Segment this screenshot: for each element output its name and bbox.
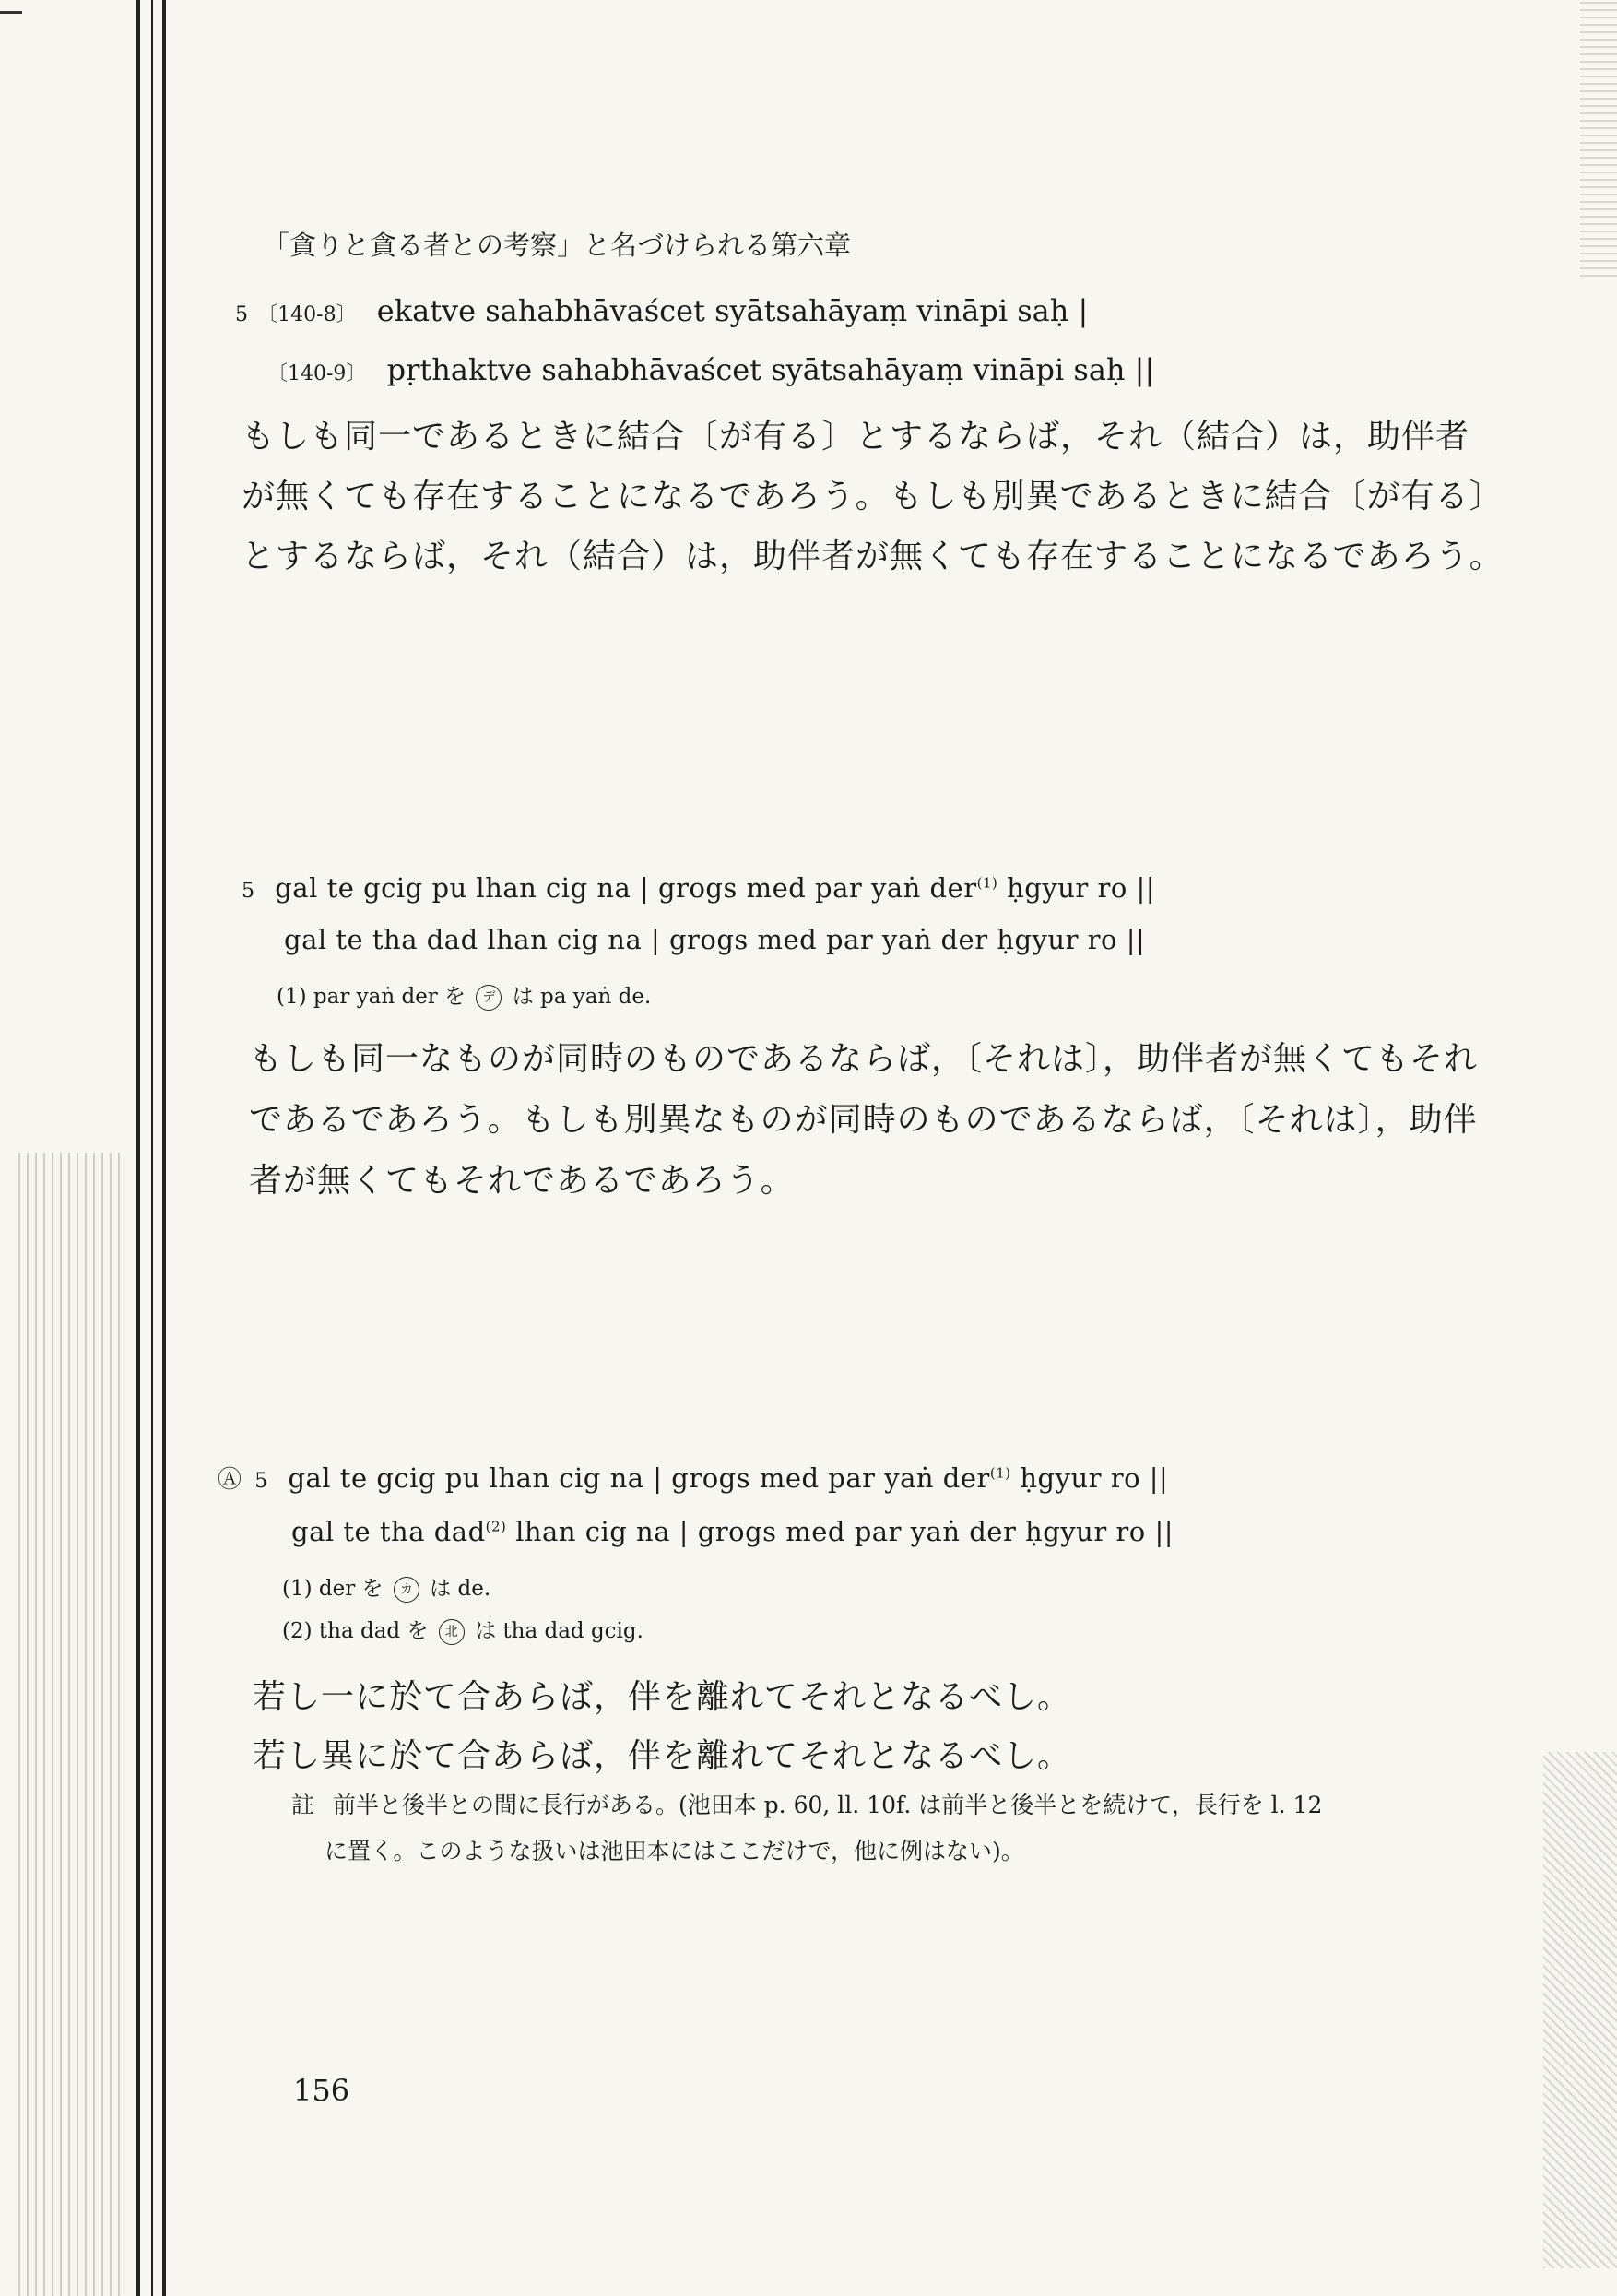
- verse-ref: 〔140-8〕: [257, 303, 357, 326]
- tibetan1-line-2: gal te tha dad lhan cig na | grogs med par yaṅ der ḥgyur ro ||: [284, 924, 1146, 955]
- scan-noise: [1580, 0, 1617, 277]
- tibetan1-line-1: [242, 872, 1155, 904]
- tibetan2-translation-2: 若し異に於て合あらば，伴を離れてそれとなるべし。: [253, 1737, 1072, 1775]
- commentary-line-2: に置く。このような扱いは池田本にはここだけで，他に例はない)。: [325, 1838, 1024, 1864]
- note-text: tha dad を: [318, 1619, 429, 1643]
- tibetan-text: gal te gcig pu lhan cig na | grogs med par yaṅ der: [275, 872, 977, 904]
- scan-noise: [1543, 1752, 1617, 2268]
- tibetan2-line-1: [214, 1462, 1168, 1494]
- tibetan2-note-1: [282, 1571, 490, 1603]
- tibetan-text: lhan cig na | grogs med par yaṅ der ḥgyur ro ||: [506, 1516, 1174, 1547]
- verse-number: 5: [254, 1470, 268, 1493]
- note-number: (1): [277, 985, 307, 1009]
- note-text: は pa yaṅ de.: [512, 985, 652, 1009]
- footnote-mark: (1): [989, 1464, 1011, 1482]
- note-text: は tha dad gcig.: [475, 1619, 643, 1643]
- note-number: (1): [282, 1577, 313, 1601]
- verse-number: 5: [235, 303, 248, 326]
- sanskrit-line-2: [267, 352, 1154, 387]
- binding-line: [151, 0, 153, 2296]
- tibetan2-note-2: [282, 1614, 643, 1645]
- commentary-label: 註: [291, 1792, 315, 1818]
- footnote-mark: (1): [976, 874, 998, 892]
- edition-symbol-icon: デ: [476, 985, 502, 1011]
- tibetan2-translation-1: 若し一に於て合あらば，伴を離れてそれとなるべし。: [253, 1678, 1072, 1716]
- note-text: は de.: [430, 1577, 491, 1601]
- tibetan1-note: [277, 979, 651, 1011]
- edition-marker-icon: Ⓐ: [218, 1466, 242, 1494]
- tibetan-text: gal te tha dad: [291, 1516, 486, 1547]
- footnote-mark: (2): [485, 1518, 507, 1535]
- tibetan-text: gal te gcig pu lhan cig na | grogs med par yaṅ der: [288, 1462, 990, 1494]
- note-text: der を: [318, 1577, 384, 1601]
- tibetan1-translation-1: もしも同一なものが同時のものであるならば，〔それは〕，助伴者が無くてもそれ: [249, 1040, 1479, 1078]
- page-number: 156: [293, 2073, 350, 2108]
- scan-noise: [18, 1153, 120, 2296]
- note-number: (2): [282, 1619, 313, 1643]
- note-text: par yaṅ der を: [313, 985, 466, 1009]
- chapter-title: 「貪りと貪る者との考察」と名づけられる第六章: [263, 230, 852, 261]
- verse-number: 5: [242, 880, 255, 903]
- sanskrit-translation-1: もしも同一であるときに結合〔が有る〕とするならば，それ（結合）は，助伴者: [242, 418, 1470, 456]
- sanskrit-line-1: [235, 293, 1088, 328]
- commentary-text: 前半と後半との間に長行がある。(池田本 p. 60, ll. 10f. は前半と後半とを続けて，長行を l. 12: [332, 1792, 1323, 1818]
- verse-ref: 〔140-9〕: [267, 362, 367, 385]
- edition-symbol-icon: カ: [394, 1577, 419, 1603]
- tibetan2-line-2: [291, 1516, 1174, 1547]
- tibetan-text: ḥgyur ro ||: [1010, 1462, 1169, 1494]
- sanskrit-translation-2: が無くても存在することになるであろう。もしも別異であるときに結合〔が有る〕: [242, 478, 1504, 515]
- tibetan1-translation-3: 者が無くてもそれであるであろう。: [249, 1162, 795, 1200]
- tibetan1-translation-2: であるであろう。もしも別異なものが同時のものであるならば，〔それは〕，助伴: [249, 1101, 1478, 1139]
- sanskrit-text: pṛthaktve sahabhāvaścet syātsahāyaṃ vināpi saḥ ||: [386, 352, 1155, 387]
- edition-symbol-icon: 北: [439, 1619, 465, 1645]
- commentary-line-1: [291, 1787, 1322, 1820]
- binding-line: [136, 0, 140, 2296]
- tibetan-text: ḥgyur ro ||: [997, 872, 1156, 904]
- sanskrit-translation-3: とするならば，それ（結合）は，助伴者が無くても存在することになるであろう。: [242, 538, 1504, 575]
- sanskrit-text: ekatve sahabhāvaścet syātsahāyaṃ vināpi saḥ |: [376, 293, 1089, 328]
- binding-line: [162, 0, 166, 2296]
- scan-mark: [0, 11, 22, 14]
